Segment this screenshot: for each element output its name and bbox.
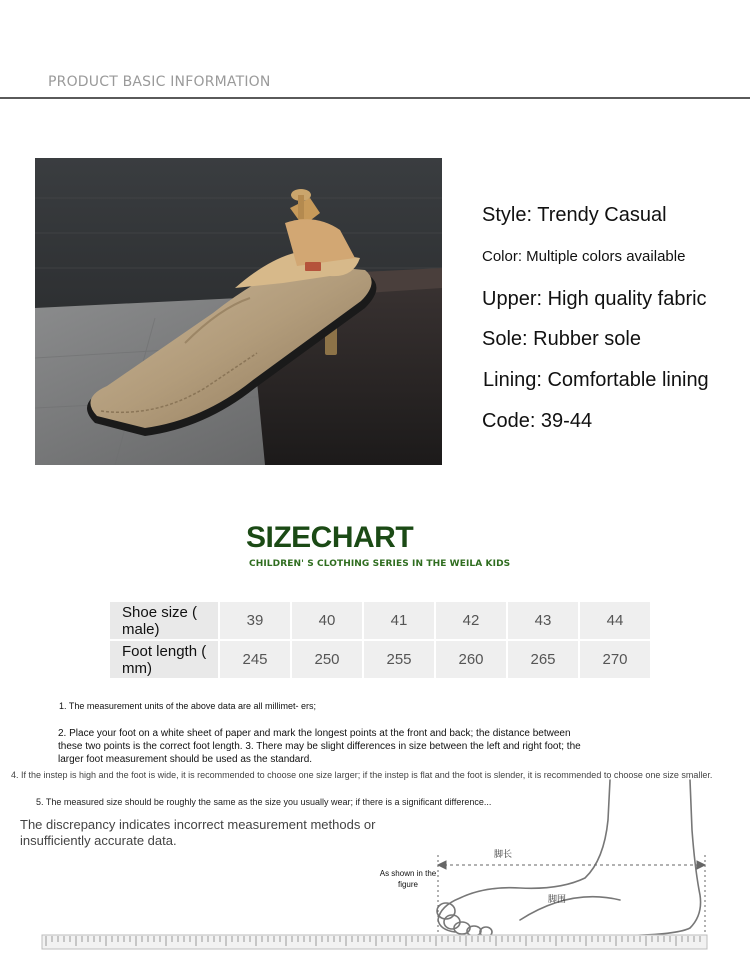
table-cell: 40 (292, 602, 362, 639)
note-6: The discrepancy indicates incorrect measurement methods or insufficiently accurate data. (20, 817, 376, 848)
note-1: 1. The measurement units of the above data are all millimet- ers; (59, 701, 316, 711)
row-header-foot-length: Foot length ( mm) (110, 641, 218, 678)
spec-code: Code: 39-44 (482, 410, 593, 432)
table-cell: 42 (436, 602, 506, 639)
spec-style: Style: Trendy Casual (482, 204, 667, 226)
figure-label-girth: 脚围 (548, 895, 567, 905)
note-4: 4. If the instep is high and the foot is wide, it is recommended to choose one size larger; if the instep is flat and the foot is slender, it is recommended to choose one size smaller. (11, 770, 713, 780)
spec-sole: Sole: Rubber sole (482, 328, 641, 350)
table-cell: 255 (364, 641, 434, 678)
table-cell: 250 (292, 641, 362, 678)
sizechart-subtitle: CHILDREN' S CLOTHING SERIES IN THE WEILA KIDS (249, 559, 511, 569)
size-table (108, 600, 652, 680)
figure-caption: As shown in the figure (379, 869, 437, 889)
row-header-shoe-size: Shoe size ( male) (110, 602, 218, 639)
foot-outline-icon (0, 760, 750, 970)
spec-color: Color: Multiple colors available (482, 248, 686, 265)
note-5: 5. The measured size should be roughly the same as the size you usually wear; if there is a significant difference... (36, 797, 492, 807)
table-cell: 44 (580, 602, 650, 639)
product-photo (35, 158, 442, 465)
table-cell: 245 (220, 641, 290, 678)
loafer-shoe-photo-icon (35, 158, 442, 465)
table-cell: 43 (508, 602, 578, 639)
note-2: 2. Place your foot on a white sheet of paper and mark the longest points at the front and back; the distance between these two points is the correct foot length. 3. There may be slight differences in size between the left and right foot; the larger foot measurement should be used as the standard. (58, 728, 581, 765)
table-cell: 270 (580, 641, 650, 678)
table-cell: 39 (220, 602, 290, 639)
table-cell: 41 (364, 602, 434, 639)
table-cell: 265 (508, 641, 578, 678)
section-header (0, 0, 750, 100)
spec-lining: Lining: Comfortable lining (483, 369, 709, 391)
ruler (42, 935, 707, 949)
figure-label-length: 脚长 (494, 850, 513, 860)
section-title: PRODUCT BASIC INFORMATION (48, 74, 271, 90)
section-divider (0, 97, 750, 99)
table-row (110, 602, 650, 639)
table-row (110, 641, 650, 678)
sizechart-title: SIZECHART (246, 521, 414, 554)
foot-measurement-figure (0, 760, 750, 970)
table-cell: 260 (436, 641, 506, 678)
spec-upper: Upper: High quality fabric (482, 288, 707, 310)
